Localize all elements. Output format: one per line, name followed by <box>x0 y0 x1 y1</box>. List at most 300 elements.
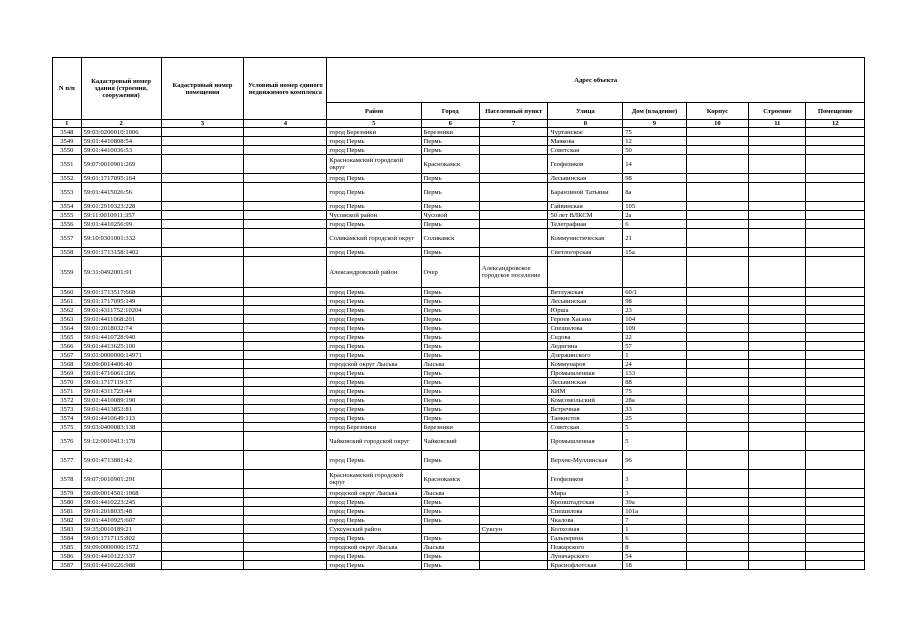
city-cell: Пермь <box>421 534 479 543</box>
cadastral-number-cell: 59:01:1717095:149 <box>81 297 161 306</box>
stroenie-cell <box>749 369 806 378</box>
korpus-cell <box>686 387 748 396</box>
house-cell: 96 <box>623 451 686 470</box>
room-cadastral-cell <box>161 146 244 155</box>
pomeshenie-cell <box>806 315 865 324</box>
col-number: 5 <box>327 120 421 128</box>
korpus-cell <box>686 257 748 288</box>
house-cell: 1 <box>623 351 686 360</box>
row-number-cell: 3553 <box>53 183 82 202</box>
street-cell: Спешилова <box>548 324 623 333</box>
street-cell: Леднгина <box>548 342 623 351</box>
settlement-cell <box>479 423 548 432</box>
district-cell: город Пермь <box>327 396 421 405</box>
city-cell: Пермь <box>421 351 479 360</box>
city-cell: Лысьва <box>421 489 479 498</box>
street-cell: 50 лет ВЛКСМ <box>548 211 623 220</box>
street-cell: Седова <box>548 333 623 342</box>
stroenie-cell <box>749 257 806 288</box>
city-cell: Пермь <box>421 552 479 561</box>
room-cadastral-cell <box>161 220 244 229</box>
conditional-number-cell <box>244 155 327 174</box>
cadastral-number-cell: 59:01:4713881:42 <box>81 451 161 470</box>
row-number-cell: 3566 <box>53 342 82 351</box>
stroenie-cell <box>749 174 806 183</box>
house-cell: 60/1 <box>623 288 686 297</box>
room-cadastral-cell <box>161 297 244 306</box>
city-cell: Пермь <box>421 297 479 306</box>
district-cell: город Пермь <box>327 534 421 543</box>
house-cell: 23 <box>623 306 686 315</box>
city-cell: Пермь <box>421 183 479 202</box>
table-row <box>53 552 865 561</box>
city-cell <box>421 525 479 534</box>
street-cell: Лесьвинская <box>548 378 623 387</box>
stroenie-cell <box>749 396 806 405</box>
conditional-number-cell <box>244 516 327 525</box>
korpus-cell <box>686 342 748 351</box>
korpus-cell <box>686 423 748 432</box>
conditional-number-cell <box>244 220 327 229</box>
house-cell: 33 <box>623 405 686 414</box>
district-cell: город Пермь <box>327 306 421 315</box>
row-number-cell: 3554 <box>53 202 82 211</box>
stroenie-cell <box>749 146 806 155</box>
row-number-cell: 3583 <box>53 525 82 534</box>
stroenie-cell <box>749 387 806 396</box>
korpus-cell <box>686 432 748 451</box>
room-cadastral-cell <box>161 369 244 378</box>
conditional-number-cell <box>244 432 327 451</box>
pomeshenie-cell <box>806 333 865 342</box>
col-number: 10 <box>686 120 748 128</box>
room-cadastral-cell <box>161 516 244 525</box>
settlement-cell <box>479 202 548 211</box>
table-row <box>53 137 865 146</box>
pomeshenie-cell <box>806 414 865 423</box>
stroenie-cell <box>749 378 806 387</box>
settlement-cell <box>479 360 548 369</box>
korpus-cell <box>686 470 748 489</box>
room-cadastral-cell <box>161 432 244 451</box>
district-cell: город Березники <box>327 128 421 137</box>
stroenie-cell <box>749 297 806 306</box>
district-cell: Чусовской район <box>327 211 421 220</box>
header-cad-building: Кадастровый номер здания (строения, сооружения) <box>81 58 161 120</box>
table-row <box>53 128 865 137</box>
conditional-number-cell <box>244 498 327 507</box>
stroenie-cell <box>749 489 806 498</box>
house-cell: 54 <box>623 552 686 561</box>
conditional-number-cell <box>244 342 327 351</box>
pomeshenie-cell <box>806 525 865 534</box>
room-cadastral-cell <box>161 525 244 534</box>
conditional-number-cell <box>244 470 327 489</box>
house-cell: 22 <box>623 333 686 342</box>
stroenie-cell <box>749 155 806 174</box>
cadastral-number-cell: 59:01:4410649:113 <box>81 414 161 423</box>
settlement-cell <box>479 248 548 257</box>
table-row <box>53 360 865 369</box>
house-cell: 50 <box>623 146 686 155</box>
pomeshenie-cell <box>806 211 865 220</box>
table-row <box>53 211 865 220</box>
stroenie-cell <box>749 229 806 248</box>
city-cell: Пермь <box>421 369 479 378</box>
district-cell: город Пермь <box>327 288 421 297</box>
conditional-number-cell <box>244 315 327 324</box>
table-row <box>53 288 865 297</box>
conditional-number-cell <box>244 351 327 360</box>
street-cell: Баранзиной Татьяны <box>548 183 623 202</box>
city-cell: Пермь <box>421 220 479 229</box>
city-cell: Пермь <box>421 396 479 405</box>
pomeshenie-cell <box>806 534 865 543</box>
table-row <box>53 543 865 552</box>
city-cell: Пермь <box>421 137 479 146</box>
street-cell: Геофизиков <box>548 155 623 174</box>
street-cell: Промышленная <box>548 369 623 378</box>
table-row <box>53 306 865 315</box>
korpus-cell <box>686 552 748 561</box>
korpus-cell <box>686 516 748 525</box>
korpus-cell <box>686 174 748 183</box>
table-row <box>53 470 865 489</box>
stroenie-cell <box>749 333 806 342</box>
korpus-cell <box>686 155 748 174</box>
street-cell: Лесьвинская <box>548 297 623 306</box>
stroenie-cell <box>749 128 806 137</box>
pomeshenie-cell <box>806 342 865 351</box>
city-cell: Пермь <box>421 174 479 183</box>
col-number: 12 <box>806 120 865 128</box>
settlement-cell <box>479 137 548 146</box>
room-cadastral-cell <box>161 451 244 470</box>
district-cell: город Пермь <box>327 146 421 155</box>
table-row <box>53 342 865 351</box>
street-cell: Промышленная <box>548 432 623 451</box>
settlement-cell <box>479 507 548 516</box>
korpus-cell <box>686 525 748 534</box>
house-cell: 18 <box>623 561 686 570</box>
conditional-number-cell <box>244 525 327 534</box>
room-cadastral-cell <box>161 306 244 315</box>
room-cadastral-cell <box>161 324 244 333</box>
table-row <box>53 315 865 324</box>
row-number-cell: 3562 <box>53 306 82 315</box>
room-cadastral-cell <box>161 202 244 211</box>
house-cell: 24 <box>623 360 686 369</box>
pomeshenie-cell <box>806 489 865 498</box>
pomeshenie-cell <box>806 498 865 507</box>
city-cell: Соликамск <box>421 229 479 248</box>
conditional-number-cell <box>244 489 327 498</box>
table-row <box>53 396 865 405</box>
stroenie-cell <box>749 423 806 432</box>
room-cadastral-cell <box>161 315 244 324</box>
house-cell: 21 <box>623 229 686 248</box>
pomeshenie-cell <box>806 128 865 137</box>
house-cell: 39а <box>623 498 686 507</box>
city-cell: Пермь <box>421 507 479 516</box>
row-number-cell: 3564 <box>53 324 82 333</box>
table-row <box>53 516 865 525</box>
table-row <box>53 387 865 396</box>
room-cadastral-cell <box>161 423 244 432</box>
house-cell: 104 <box>623 315 686 324</box>
cadastral-number-cell: 59:01:4410925:607 <box>81 516 161 525</box>
room-cadastral-cell <box>161 534 244 543</box>
street-cell: Телеграфная <box>548 220 623 229</box>
table-row <box>53 174 865 183</box>
house-cell: 7 <box>623 516 686 525</box>
room-cadastral-cell <box>161 183 244 202</box>
city-cell: Березники <box>421 423 479 432</box>
header-cad-room: Кадастровый номер помещения <box>161 58 244 120</box>
district-cell: город Пермь <box>327 324 421 333</box>
street-cell: Комсомольский <box>548 396 623 405</box>
street-cell: Краснофлотская <box>548 561 623 570</box>
cadastral-number-cell: 59:01:4716061:266 <box>81 369 161 378</box>
row-number-cell: 3580 <box>53 498 82 507</box>
settlement-cell <box>479 333 548 342</box>
stroenie-cell <box>749 516 806 525</box>
stroenie-cell <box>749 351 806 360</box>
street-cell: КИМ <box>548 387 623 396</box>
table-body <box>53 128 865 570</box>
house-cell: 2а <box>623 211 686 220</box>
korpus-cell <box>686 220 748 229</box>
settlement-cell: Суксун <box>479 525 548 534</box>
row-number-cell: 3586 <box>53 552 82 561</box>
conditional-number-cell <box>244 211 327 220</box>
room-cadastral-cell <box>161 229 244 248</box>
settlement-cell <box>479 324 548 333</box>
table-row <box>53 378 865 387</box>
city-cell: Пермь <box>421 561 479 570</box>
table-row <box>53 405 865 414</box>
table-row <box>53 414 865 423</box>
settlement-cell <box>479 387 548 396</box>
row-number-cell: 3582 <box>53 516 82 525</box>
korpus-cell <box>686 146 748 155</box>
table-row <box>53 202 865 211</box>
street-cell: Чкалова <box>548 516 623 525</box>
cadastral-number-cell: 59:01:4311723:44 <box>81 387 161 396</box>
stroenie-cell <box>749 561 806 570</box>
table-row <box>53 432 865 451</box>
street-cell: Луначарского <box>548 552 623 561</box>
table-row <box>53 183 865 202</box>
house-cell: 1 <box>623 525 686 534</box>
district-cell: город Пермь <box>327 297 421 306</box>
city-cell: Чайковский <box>421 432 479 451</box>
row-number-cell: 3581 <box>53 507 82 516</box>
table-row <box>53 507 865 516</box>
stroenie-cell <box>749 220 806 229</box>
pomeshenie-cell <box>806 248 865 257</box>
house-cell: 25 <box>623 414 686 423</box>
pomeshenie-cell <box>806 451 865 470</box>
settlement-cell <box>479 211 548 220</box>
row-number-cell: 3587 <box>53 561 82 570</box>
conditional-number-cell <box>244 369 327 378</box>
district-cell: город Пермь <box>327 387 421 396</box>
city-cell: Пермь <box>421 306 479 315</box>
pomeshenie-cell <box>806 229 865 248</box>
conditional-number-cell <box>244 146 327 155</box>
table-row <box>53 369 865 378</box>
room-cadastral-cell <box>161 288 244 297</box>
conditional-number-cell <box>244 306 327 315</box>
table-row <box>53 534 865 543</box>
street-cell: Колхозная <box>548 525 623 534</box>
house-cell: 5 <box>623 423 686 432</box>
cadastral-number-cell: 59:01:1717119:17 <box>81 378 161 387</box>
row-number-cell: 3567 <box>53 351 82 360</box>
korpus-cell <box>686 498 748 507</box>
cadastral-number-cell: 59:01:1713517:668 <box>81 288 161 297</box>
pomeshenie-cell <box>806 396 865 405</box>
conditional-number-cell <box>244 507 327 516</box>
street-cell: Спешилова <box>548 507 623 516</box>
district-cell: Александровский район <box>327 257 421 288</box>
district-cell: город Пермь <box>327 498 421 507</box>
cadastral-number-cell: 59:12:0010413:178 <box>81 432 161 451</box>
settlement-cell <box>479 432 548 451</box>
house-cell: 3 <box>623 470 686 489</box>
row-number-cell: 3557 <box>53 229 82 248</box>
street-cell: Пожарского <box>548 543 623 552</box>
settlement-cell <box>479 414 548 423</box>
room-cadastral-cell <box>161 387 244 396</box>
house-cell: 12 <box>623 137 686 146</box>
cadastral-number-cell: 59:01:2018032:74 <box>81 324 161 333</box>
settlement-cell <box>479 288 548 297</box>
header-city: Город <box>421 103 479 120</box>
header-num: N п/п <box>53 58 82 120</box>
settlement-cell <box>479 561 548 570</box>
settlement-cell <box>479 552 548 561</box>
pomeshenie-cell <box>806 183 865 202</box>
settlement-cell <box>479 351 548 360</box>
city-cell: Лысьва <box>421 543 479 552</box>
cadastral-number-cell: 59:01:2018035:48 <box>81 507 161 516</box>
district-cell: город Пермь <box>327 351 421 360</box>
room-cadastral-cell <box>161 498 244 507</box>
table-row <box>53 423 865 432</box>
cadastral-number-cell: 59:07:0010901:269 <box>81 155 161 174</box>
house-cell: 133 <box>623 369 686 378</box>
room-cadastral-cell <box>161 552 244 561</box>
row-number-cell: 3585 <box>53 543 82 552</box>
conditional-number-cell <box>244 451 327 470</box>
settlement-cell <box>479 369 548 378</box>
city-cell: Краснокамск <box>421 155 479 174</box>
stroenie-cell <box>749 324 806 333</box>
district-cell: городской округ Лысьва <box>327 489 421 498</box>
house-cell: 109 <box>623 324 686 333</box>
row-number-cell: 3568 <box>53 360 82 369</box>
pomeshenie-cell <box>806 561 865 570</box>
cadastral-number-cell: 59:09:0014501:1068 <box>81 489 161 498</box>
cadastral-number-cell: 59:01:4413625:100 <box>81 342 161 351</box>
property-register-sheet <box>52 57 865 570</box>
settlement-cell <box>479 229 548 248</box>
col-number: 9 <box>623 120 686 128</box>
pomeshenie-cell <box>806 202 865 211</box>
house-cell: 105 <box>623 202 686 211</box>
district-cell: город Пермь <box>327 183 421 202</box>
district-cell: город Пермь <box>327 202 421 211</box>
table-row <box>53 333 865 342</box>
conditional-number-cell <box>244 405 327 414</box>
stroenie-cell <box>749 507 806 516</box>
stroenie-cell <box>749 552 806 561</box>
room-cadastral-cell <box>161 248 244 257</box>
house-cell: 28а <box>623 396 686 405</box>
col-number: 1 <box>53 120 82 128</box>
cadastral-number-cell: 59:01:1717095:164 <box>81 174 161 183</box>
city-cell: Пермь <box>421 405 479 414</box>
row-number-cell: 3552 <box>53 174 82 183</box>
room-cadastral-cell <box>161 507 244 516</box>
settlement-cell <box>479 146 548 155</box>
row-number-cell: 3550 <box>53 146 82 155</box>
table-row <box>53 146 865 155</box>
district-cell: Соликамский городской округ <box>327 229 421 248</box>
room-cadastral-cell <box>161 351 244 360</box>
room-cadastral-cell <box>161 137 244 146</box>
room-cadastral-cell <box>161 333 244 342</box>
stroenie-cell <box>749 543 806 552</box>
stroenie-cell <box>749 451 806 470</box>
stroenie-cell <box>749 405 806 414</box>
header-settlement: Населенный пункт <box>479 103 548 120</box>
row-number-cell: 3560 <box>53 288 82 297</box>
street-cell: Встречная <box>548 405 623 414</box>
city-cell: Пермь <box>421 378 479 387</box>
city-cell: Пермь <box>421 202 479 211</box>
table-row <box>53 220 865 229</box>
header-address: Адрес объекта <box>327 58 865 103</box>
header-cond-num: Условный номер единого недвижимого комплекса <box>244 58 327 120</box>
settlement-cell <box>479 470 548 489</box>
city-cell: Пермь <box>421 288 479 297</box>
street-cell: Гайвинская <box>548 202 623 211</box>
house-cell: 6 <box>623 534 686 543</box>
city-cell: Пермь <box>421 315 479 324</box>
row-number-cell: 3577 <box>53 451 82 470</box>
row-number-cell: 3565 <box>53 333 82 342</box>
street-cell: Маякова <box>548 137 623 146</box>
district-cell: Краснокамский городской округ <box>327 155 421 174</box>
pomeshenie-cell <box>806 155 865 174</box>
conditional-number-cell <box>244 297 327 306</box>
conditional-number-cell <box>244 324 327 333</box>
street-cell: Лесьвинская <box>548 174 623 183</box>
korpus-cell <box>686 405 748 414</box>
cadastral-number-cell: 59:01:4410226:988 <box>81 561 161 570</box>
cadastral-number-cell: 59:01:4410728:940 <box>81 333 161 342</box>
cadastral-number-cell: 59:01:4413853:81 <box>81 405 161 414</box>
korpus-cell <box>686 507 748 516</box>
pomeshenie-cell <box>806 543 865 552</box>
pomeshenie-cell <box>806 387 865 396</box>
table-row <box>53 324 865 333</box>
stroenie-cell <box>749 414 806 423</box>
house-cell: 5 <box>623 432 686 451</box>
